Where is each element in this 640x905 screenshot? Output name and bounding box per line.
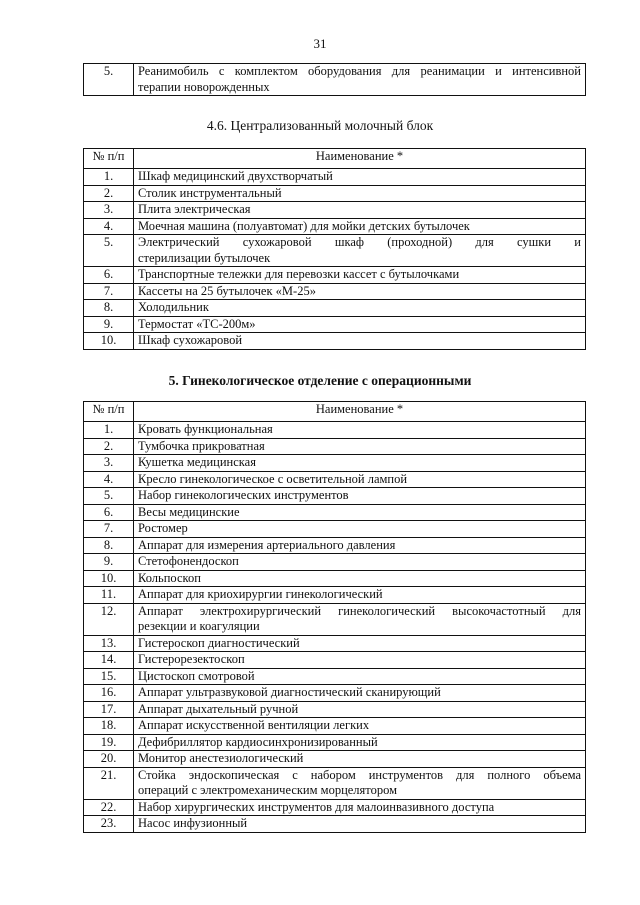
table-row — [84, 300, 586, 317]
column-header-number: № п/п — [84, 402, 134, 422]
row-number: 3. — [84, 202, 134, 219]
table-row — [84, 235, 586, 267]
table-row — [84, 570, 586, 587]
table-row — [84, 283, 586, 300]
row-number: 9. — [84, 316, 134, 333]
section-title-5: 5. Гинекологическое отделение с операционными — [168, 373, 472, 388]
row-name — [134, 235, 586, 267]
table-row — [84, 603, 586, 635]
row-name: Кресло гинекологическое с осветительной лампой — [134, 471, 586, 488]
row-number: 4. — [84, 471, 134, 488]
row-number: 22. — [84, 799, 134, 816]
row-number: 17. — [84, 701, 134, 718]
row-name: Термостат «ТС-200м» — [134, 316, 586, 333]
column-header-number: № п/п — [84, 149, 134, 169]
table-row — [84, 218, 586, 235]
table-row — [84, 455, 586, 472]
table-row — [84, 751, 586, 768]
row-number: 8. — [84, 300, 134, 317]
section-title-4-6: 4.6. Централизованный молочный блок — [206, 118, 434, 133]
row-number: 5. — [84, 64, 134, 96]
row-number: 7. — [84, 283, 134, 300]
row-name: Цистоскоп смотровой — [134, 668, 586, 685]
row-number: 6. — [84, 267, 134, 284]
row-name: Насос инфузионный — [134, 816, 586, 833]
row-name: Кровать функциональная — [134, 422, 586, 439]
row-number: 12. — [84, 603, 134, 635]
row-name: Аппарат искусственной вентиляции легких — [134, 718, 586, 735]
row-number: 20. — [84, 751, 134, 768]
row-name: Весы медицинские — [134, 504, 586, 521]
table-row — [84, 169, 586, 186]
table-row — [84, 422, 586, 439]
table-header-row — [84, 149, 586, 169]
row-number: 9. — [84, 554, 134, 571]
row-name-line1: Электрический сухожаровой шкаф (проходной) для сушки и — [138, 235, 581, 249]
table-row — [84, 202, 586, 219]
row-name: Аппарат для криохирургии гинекологический — [134, 587, 586, 604]
row-name: Шкаф сухожаровой — [134, 333, 586, 350]
row-name-line2: терапии новорожденных — [138, 79, 270, 94]
table-row — [84, 685, 586, 702]
row-number: 11. — [84, 587, 134, 604]
row-name: Тумбочка прикроватная — [134, 438, 586, 455]
row-number: 6. — [84, 504, 134, 521]
row-name — [134, 603, 586, 635]
row-name: Монитор анестезиологический — [134, 751, 586, 768]
table-row — [84, 718, 586, 735]
table-row — [84, 537, 586, 554]
row-name: Кольпоскоп — [134, 570, 586, 587]
row-number: 21. — [84, 767, 134, 799]
row-number: 23. — [84, 816, 134, 833]
table-row — [84, 267, 586, 284]
table-row — [84, 504, 586, 521]
row-name: Моечная машина (полуавтомат) для мойки детских бутылочек — [134, 218, 586, 235]
row-name-line2: резекции и коагуляции — [138, 619, 260, 633]
row-name-line2: стерилизации бутылочек — [138, 250, 271, 265]
row-number: 18. — [84, 718, 134, 735]
row-name-line2: операций с электромеханическим морцелятором — [138, 783, 398, 797]
table-row — [84, 521, 586, 538]
row-number: 10. — [84, 570, 134, 587]
row-number: 16. — [84, 685, 134, 702]
row-name: Кассеты на 25 бутылочек «М-25» — [134, 283, 586, 300]
row-number: 5. — [84, 235, 134, 267]
row-name — [134, 767, 586, 799]
row-name: Холодильник — [134, 300, 586, 317]
table-row — [84, 185, 586, 202]
table-row — [84, 554, 586, 571]
table-row — [84, 438, 586, 455]
row-number: 1. — [84, 422, 134, 439]
row-number: 4. — [84, 218, 134, 235]
row-number: 2. — [84, 438, 134, 455]
row-name: Стетофонендоскоп — [134, 554, 586, 571]
row-number: 5. — [84, 488, 134, 505]
gynecology-table — [83, 401, 586, 833]
table-row — [84, 652, 586, 669]
row-number: 2. — [84, 185, 134, 202]
row-number: 10. — [84, 333, 134, 350]
row-name — [134, 64, 586, 96]
row-name: Набор хирургических инструментов для малоинвазивного доступа — [134, 799, 586, 816]
row-name-line1: Стойка эндоскопическая с набором инструментов для полного объема — [138, 767, 581, 782]
table-row — [84, 471, 586, 488]
row-name: Гистерорезектоскоп — [134, 652, 586, 669]
row-number: 13. — [84, 635, 134, 652]
row-number: 14. — [84, 652, 134, 669]
table-row — [84, 701, 586, 718]
row-number: 3. — [84, 455, 134, 472]
table-row — [84, 767, 586, 799]
row-number: 15. — [84, 668, 134, 685]
table-row — [84, 635, 586, 652]
row-name: Гистероскоп диагностический — [134, 635, 586, 652]
milk-block-table — [83, 148, 586, 350]
row-name: Ростомер — [134, 521, 586, 538]
row-name: Аппарат дыхательный ручной — [134, 701, 586, 718]
row-name-line1: Реанимобиль с комплектом оборудования для реанимации и интенсивной — [138, 64, 581, 78]
row-number: 19. — [84, 734, 134, 751]
row-name: Плита электрическая — [134, 202, 586, 219]
table-row — [84, 816, 586, 833]
top-continuation-table — [83, 63, 586, 96]
row-number: 7. — [84, 521, 134, 538]
table-row — [84, 587, 586, 604]
gynecology-table-body — [84, 422, 586, 833]
milk-block-table-body — [84, 169, 586, 350]
row-name-line1: Аппарат электрохирургический гинекологический высокочастотный для — [138, 603, 581, 618]
row-name: Столик инструментальный — [134, 185, 586, 202]
row-name: Набор гинекологических инструментов — [134, 488, 586, 505]
table-row — [84, 668, 586, 685]
row-number: 8. — [84, 537, 134, 554]
row-number: 1. — [84, 169, 134, 186]
column-header-name: Наименование * — [134, 402, 586, 422]
table-header-row — [84, 402, 586, 422]
table-row — [84, 64, 586, 96]
row-name: Дефибриллятор кардиосинхронизированный — [134, 734, 586, 751]
table-row — [84, 799, 586, 816]
table-row — [84, 734, 586, 751]
row-name: Кушетка медицинская — [134, 455, 586, 472]
table-row — [84, 333, 586, 350]
row-name: Аппарат ультразвуковой диагностический сканирующий — [134, 685, 586, 702]
row-name: Аппарат для измерения артериального давления — [134, 537, 586, 554]
table-row — [84, 316, 586, 333]
page-number: 31 — [313, 36, 327, 51]
table-row — [84, 488, 586, 505]
row-name: Транспортные тележки для перевозки кассет с бутылочками — [134, 267, 586, 284]
row-name: Шкаф медицинский двухстворчатый — [134, 169, 586, 186]
column-header-name: Наименование * — [134, 149, 586, 169]
